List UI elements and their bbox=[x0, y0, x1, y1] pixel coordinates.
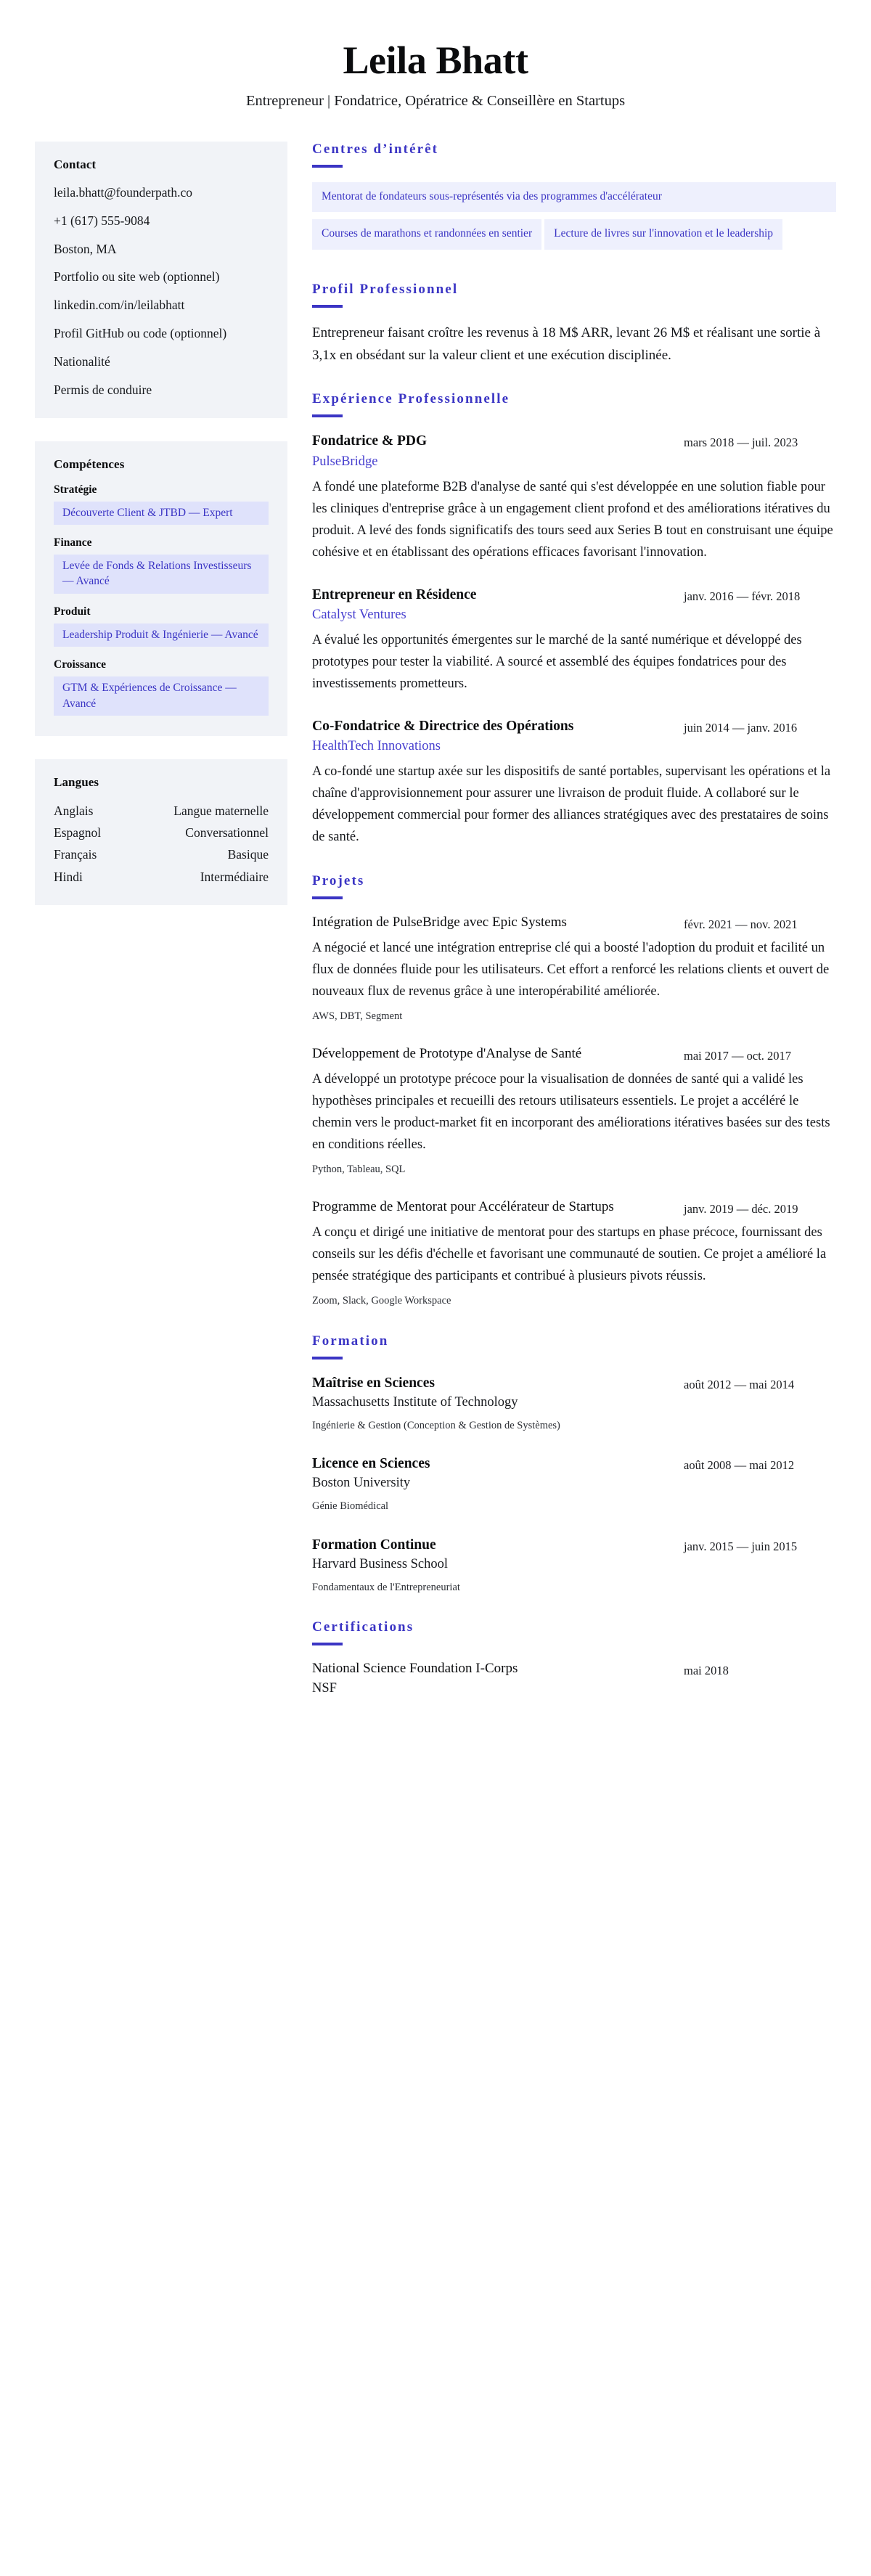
job-title: Entrepreneur en Résidence bbox=[312, 586, 477, 602]
project-description: A développé un prototype précoce pour la visualisation de données de santé qui a validé les hypothèses principales et recueilli des retours utilisateurs essentiels. Le projet a accéléré le chemin vers le product-market fit en incorporant des améliorations itératives basées sur des tests en conditions réelles. bbox=[312, 1072, 830, 1153]
section-rule bbox=[312, 305, 343, 308]
experience-entry-header bbox=[312, 586, 836, 625]
language-row bbox=[54, 823, 269, 842]
project-dates: févr. 2021 — nov. 2021 bbox=[684, 917, 798, 931]
project-entry-header bbox=[312, 1198, 836, 1217]
job-title: Fondatrice & PDG bbox=[312, 433, 428, 449]
interest-chip: Mentorat de fondateurs sous-représentés via des programmes d'accélérateur bbox=[312, 182, 836, 212]
project-title: Intégration de PulseBridge avec Epic Systems bbox=[312, 914, 567, 930]
project-entry-titleblock bbox=[312, 914, 671, 932]
education-field: Génie Biomédical bbox=[312, 1500, 389, 1513]
section-projects bbox=[312, 873, 836, 1309]
education-entry-header bbox=[312, 1374, 836, 1433]
education-degree: Licence en Sciences bbox=[312, 1456, 430, 1472]
summary-text: Entrepreneur faisant croître les revenus à 18 M$ ARR, levant 26 M$ et réalisant une sortie à 3,1x en obsédant sur la valeur client et une exécution disciplinée. bbox=[312, 324, 821, 363]
contact-location: Boston, MA bbox=[54, 241, 117, 256]
resume-body bbox=[35, 130, 836, 1723]
project-tech: Python, Tableau, SQL bbox=[312, 1164, 406, 1176]
education-entry bbox=[312, 1374, 836, 1433]
project-title: Développement de Prototype d'Analyse de Santé bbox=[312, 1046, 582, 1062]
education-entry bbox=[312, 1455, 836, 1513]
job-dates: mars 2018 — juil. 2023 bbox=[684, 436, 798, 450]
project-tech: Zoom, Slack, Google Workspace bbox=[312, 1295, 451, 1307]
main-column bbox=[306, 142, 836, 1723]
education-dates: août 2012 — mai 2014 bbox=[684, 1377, 795, 1391]
section-heading-interests: Centres d’intérêt bbox=[312, 141, 439, 157]
language-name: Espagnol bbox=[54, 825, 102, 841]
skills-card-title: Compétences bbox=[54, 457, 125, 471]
certification-issuer: NSF bbox=[312, 1680, 337, 1696]
job-dates: juin 2014 — janv. 2016 bbox=[684, 720, 798, 735]
skill-category-label: Croissance bbox=[54, 658, 107, 671]
section-education bbox=[312, 1333, 836, 1595]
project-entry-titleblock bbox=[312, 1045, 671, 1063]
candidate-headline: Entrepreneur | Fondatrice, Opératrice & Conseillère en Startups bbox=[245, 93, 626, 110]
experience-entry-titleblock bbox=[312, 432, 671, 471]
skill-chip: Leadership Produit & Ingénierie — Avancé bbox=[54, 623, 269, 647]
section-heading-education: Formation bbox=[312, 1333, 389, 1349]
education-dates: janv. 2015 — juin 2015 bbox=[684, 1539, 798, 1553]
experience-entry-header bbox=[312, 717, 836, 756]
languages-card bbox=[35, 759, 287, 905]
education-entry-header bbox=[312, 1536, 836, 1595]
education-entry-titleblock bbox=[312, 1536, 671, 1595]
skill-group bbox=[54, 605, 269, 647]
resume-header bbox=[35, 29, 836, 130]
language-name: Anglais bbox=[54, 803, 94, 818]
project-tech: AWS, DBT, Segment bbox=[312, 1010, 403, 1022]
job-company: HealthTech Innovations bbox=[312, 739, 441, 754]
language-name: Français bbox=[54, 847, 97, 862]
education-entry-titleblock bbox=[312, 1455, 671, 1513]
section-heading-projects: Projets bbox=[312, 872, 365, 888]
project-entry-titleblock bbox=[312, 1198, 671, 1217]
job-title: Co-Fondatrice & Directrice des Opérations bbox=[312, 718, 574, 734]
education-degree: Formation Continue bbox=[312, 1537, 436, 1553]
education-entry-titleblock bbox=[312, 1374, 671, 1433]
education-degree: Maîtrise en Sciences bbox=[312, 1375, 435, 1391]
skill-category-label: Stratégie bbox=[54, 483, 97, 496]
experience-entry bbox=[312, 432, 836, 563]
section-heading-summary: Profil Professionnel bbox=[312, 281, 459, 297]
certification-entry-titleblock bbox=[312, 1660, 671, 1698]
job-description: A fondé une plateforme B2B d'analyse de santé qui s'est développée en une solution fiable pour les cliniques d'entreprise grâce à un engagement client profond et des améliorations itératives du produit. A levé des fonds significatifs des tours seed aux Series B tout en construisant une équipe cohésive et en établissant des opérations efficaces favorisant l'innovation. bbox=[312, 479, 833, 560]
project-description: A conçu et dirigé une initiative de mentorat pour des startups en phase précoce, fournissant des conseils sur les défis d'échelle et favorisant une communauté de soutien. Ce projet a amélioré la pensée stratégique des participants et contribué à plusieurs pivots réussis. bbox=[312, 1225, 827, 1284]
contact-github[interactable]: Profil GitHub ou code (optionnel) bbox=[54, 326, 227, 341]
experience-entry bbox=[312, 717, 836, 849]
section-experience bbox=[312, 391, 836, 848]
education-field: Ingénierie & Gestion (Conception & Gestion de Systèmes) bbox=[312, 1419, 560, 1431]
contact-phone[interactable]: +1 (617) 555-9084 bbox=[54, 213, 150, 228]
section-rule bbox=[312, 1357, 343, 1359]
certification-entry-header bbox=[312, 1660, 836, 1698]
education-entry-header bbox=[312, 1455, 836, 1513]
languages-card-title: Langues bbox=[54, 774, 99, 789]
language-level: Intermédiaire bbox=[200, 869, 269, 884]
language-level: Conversationnel bbox=[185, 825, 269, 841]
contact-email[interactable]: leila.bhatt@founderpath.co bbox=[54, 184, 193, 200]
education-school: Boston University bbox=[312, 1476, 411, 1491]
project-dates: janv. 2019 — déc. 2019 bbox=[684, 1202, 798, 1217]
section-summary bbox=[312, 282, 836, 367]
section-rule bbox=[312, 1643, 343, 1645]
skill-chip: Levée de Fonds & Relations Investisseurs — Avancé bbox=[54, 555, 269, 594]
language-level: Basique bbox=[227, 847, 269, 862]
project-title: Programme de Mentorat pour Accélérateur de Startups bbox=[312, 1199, 614, 1215]
skills-card bbox=[35, 441, 287, 736]
language-row bbox=[54, 845, 269, 864]
experience-entry-header bbox=[312, 432, 836, 471]
skill-chip: Découverte Client & JTBD — Expert bbox=[54, 502, 269, 525]
contact-linkedin[interactable]: linkedin.com/in/leilabhatt bbox=[54, 298, 185, 313]
contact-card-title: Contact bbox=[54, 157, 97, 171]
skill-category-label: Produit bbox=[54, 605, 91, 618]
job-description: A co-fondé une startup axée sur les dispositifs de santé portables, supervisant les opérations et la chaîne d'approvisionnement pour assurer une livraison de produit fluide. A collaboré sur le développement commercial pour former des alliances stratégiques avec des prestataires de soins de santé. bbox=[312, 764, 831, 844]
interest-chip: Courses de marathons et randonnées en sentier bbox=[312, 219, 541, 249]
education-field: Fondamentaux de l'Entrepreneuriat bbox=[312, 1581, 460, 1593]
section-heading-experience: Expérience Professionnelle bbox=[312, 391, 510, 407]
project-description: A négocié et lancé une intégration entreprise clé qui a boosté l'adoption du produit et facilité un flux de données fluide pour les utilisateurs. Cet effort a renforcé les relations clients et ouvert de nouveaux flux de revenus grâce à une interopérabilité améliorée. bbox=[312, 940, 830, 999]
job-company: PulseBridge bbox=[312, 454, 378, 469]
language-row bbox=[54, 867, 269, 886]
project-entry-header bbox=[312, 914, 836, 933]
language-row bbox=[54, 801, 269, 820]
section-rule bbox=[312, 165, 343, 168]
certification-dates: mai 2018 bbox=[684, 1664, 729, 1677]
section-heading-certifications: Certifications bbox=[312, 1619, 414, 1635]
language-level: Langue maternelle bbox=[173, 803, 269, 818]
contact-nationality: Nationalité bbox=[54, 354, 110, 369]
education-dates: août 2008 — mai 2012 bbox=[684, 1458, 795, 1473]
interest-chip: Lecture de livres sur l'innovation et le leadership bbox=[544, 219, 782, 249]
project-entry bbox=[312, 1198, 836, 1308]
skill-group bbox=[54, 483, 269, 525]
certification-title: National Science Foundation I-Corps bbox=[312, 1661, 518, 1676]
contact-driving-license: Permis de conduire bbox=[54, 382, 152, 397]
section-certifications bbox=[312, 1619, 836, 1698]
skill-category-label: Finance bbox=[54, 536, 92, 549]
candidate-name: Leila Bhatt bbox=[343, 38, 528, 82]
section-interests bbox=[312, 142, 836, 257]
job-dates: janv. 2016 — févr. 2018 bbox=[684, 589, 801, 603]
experience-entry-titleblock bbox=[312, 586, 671, 625]
section-rule bbox=[312, 414, 343, 417]
education-entry bbox=[312, 1536, 836, 1595]
education-school: Harvard Business School bbox=[312, 1556, 449, 1571]
job-company: Catalyst Ventures bbox=[312, 607, 406, 622]
project-dates: mai 2017 — oct. 2017 bbox=[684, 1049, 792, 1063]
contact-portfolio[interactable]: Portfolio ou site web (optionnel) bbox=[54, 269, 220, 285]
project-entry bbox=[312, 1045, 836, 1177]
section-rule bbox=[312, 896, 343, 899]
experience-entry bbox=[312, 586, 836, 695]
project-entry-header bbox=[312, 1045, 836, 1064]
certification-entry bbox=[312, 1660, 836, 1698]
skill-group bbox=[54, 658, 269, 716]
project-entry bbox=[312, 914, 836, 1023]
contact-card bbox=[35, 142, 287, 418]
job-description: A évalué les opportunités émergentes sur le marché de la santé numérique et développé des prototypes pour tester la viabilité. A sourcé et assemblé des équipes fondatrices pour des investissements prometteurs. bbox=[312, 632, 802, 691]
skill-group bbox=[54, 536, 269, 594]
sidebar bbox=[35, 142, 287, 928]
language-name: Hindi bbox=[54, 869, 83, 884]
experience-entry-titleblock bbox=[312, 717, 671, 756]
skill-chip: GTM & Expériences de Croissance — Avancé bbox=[54, 676, 269, 716]
education-school: Massachusetts Institute of Technology bbox=[312, 1394, 518, 1410]
